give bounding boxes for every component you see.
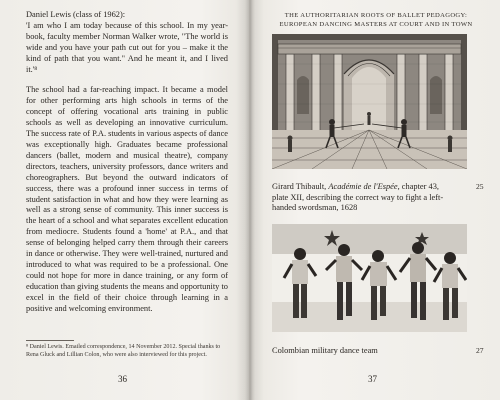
quote-text: 'I am who I am today because of this school. In my year-book, faculty member Norman Walker wrote, "The world is wide and you have your path cut out for you – make it the kind of path that you want." And he meant it, and I lived it.'⁸ (26, 20, 228, 74)
figure-caption-dance-team: Colombian military dance team (272, 346, 378, 355)
page-number-left: 36 (118, 374, 127, 384)
engraving-figure (272, 34, 467, 169)
caption-book-title: Académie de l'Espée (328, 182, 398, 191)
running-head (270, 12, 482, 29)
figure-number-25: 25 (476, 182, 484, 191)
footnote: ⁸ Daniel Lewis. Emailed correspondence, 14 November 2012. Special thanks to Rena Gluck and Lillian Colon, who were also interviewed for this project. (26, 344, 221, 358)
figure-caption-engraving (272, 182, 452, 214)
dance-team-illustration (272, 224, 467, 332)
right-page (250, 0, 500, 400)
dance-team-photo (272, 224, 467, 332)
page-number-right: 37 (368, 374, 377, 384)
quote-attribution: Daniel Lewis (class of 1962): (26, 10, 126, 19)
running-head-line-2: EUROPEAN DANCING MASTERS AT COURT AND IN TOWN (279, 20, 473, 28)
figure-number-27: 27 (476, 346, 484, 355)
footnote-divider (26, 340, 74, 341)
caption-prefix: Girard Thibault, (272, 182, 329, 191)
caption-suffix: , chapter 43, plate XII, describing the correct way to fight a left-handed swordsman, 1628 (272, 182, 444, 213)
body-paragraph: The school had a far-reaching impact. It became a model for other performing arts high schools in terms of the concept of offering vocational arts training in public schools as well as developing an innovative curriculum. The success rate of P.A. students in various aspects of dance was exceptionally high. Graduates became professional dancers (ballet, modern and musical theatre), company directors, teachers, university professors, dance writers and choreographers. But beyond the outward indicators of success, there was a profound inner success in terms of student satisfaction in what and how they were learning as well as a strong sense of community. This inner success is the heart of a school and what separates excellent education from mediocre. Students found a 'home' at P.A., and that sense of belonging helped carry them through their careers in dance or otherwise. They were well-trained, nurtured and introduced to what was required to be a professional. One could not hope for more in dance training, or any form of education than giving students the means and opportunity to excel in the field of their choice through learning in a positive and welcoming environment. (26, 85, 228, 313)
running-head-line-1: THE AUTHORITARIAN ROOTS OF BALLET PEDAGOGY: (284, 12, 468, 19)
engraving-illustration (272, 34, 467, 169)
left-page-body (26, 10, 228, 314)
